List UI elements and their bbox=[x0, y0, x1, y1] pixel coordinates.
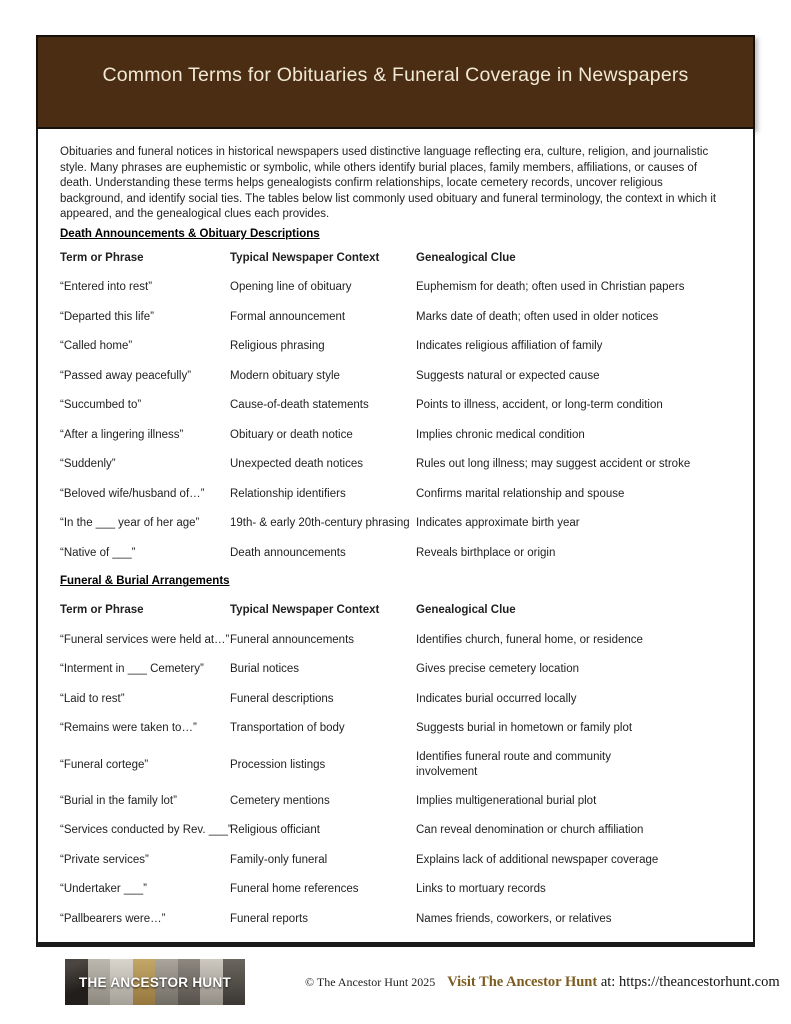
table-row bbox=[60, 714, 722, 744]
cell-clue: Identifies church, funeral home, or residence bbox=[416, 633, 643, 646]
cell-context: Opening line of obituary bbox=[230, 281, 352, 294]
cell-clue: Implies chronic medical condition bbox=[416, 428, 585, 441]
intro-paragraph: Obituaries and funeral notices in historical newspapers used distinctive language reflecting era, culture, religion, and journalistic style. Many phrases are euphemistic or symbolic, while others identify burial places, family members, affiliations, or causes of death. Understanding these terms helps genealogists confirm relationships, locate cemetery records, uncover religious background, and identify social ties. The tables below list commonly used obituary and funeral terminology, the context in which it appeared, and the genealogical clues each provides. bbox=[60, 146, 717, 221]
cell-context: Formal announcement bbox=[230, 310, 346, 323]
cell-clue: Links to mortuary records bbox=[416, 883, 546, 896]
table-row bbox=[60, 846, 722, 876]
ancestor-hunt-logo bbox=[65, 959, 245, 1005]
table-row bbox=[60, 332, 722, 362]
terms-table-funeral-arrangements bbox=[60, 596, 722, 934]
cell-term: “Services conducted by Rev. ___” bbox=[60, 824, 232, 837]
copyright-text: © The Ancestor Hunt 2025 bbox=[305, 974, 436, 989]
cell-term: “Remains were taken to…” bbox=[60, 722, 197, 735]
table-row bbox=[60, 875, 722, 905]
cell-context: Family-only funeral bbox=[230, 853, 328, 866]
section-heading-death-announcements: Death Announcements & Obituary Descriptions bbox=[60, 227, 320, 240]
cell-context: Funeral announcements bbox=[230, 633, 355, 646]
cell-term: “Entered into rest” bbox=[60, 281, 153, 294]
column-header-term: Term or Phrase bbox=[60, 251, 144, 264]
cell-context: Cause-of-death statements bbox=[230, 399, 369, 412]
site-url[interactable]: https://theancestorhunt.com bbox=[618, 973, 780, 990]
cell-clue: Marks date of death; often used in older notices bbox=[416, 310, 659, 323]
cell-term: “Pallbearers were…” bbox=[60, 912, 166, 925]
table-body bbox=[60, 626, 722, 935]
cell-term: “Called home” bbox=[60, 340, 133, 353]
cell-term: “In the ___ year of her age” bbox=[60, 517, 200, 530]
table-row bbox=[60, 391, 722, 421]
cell-term: “Funeral services were held at…” bbox=[60, 633, 230, 646]
cell-context: 19th- & early 20th-century phrasing bbox=[230, 517, 410, 530]
table-row bbox=[60, 626, 722, 656]
table-row bbox=[60, 685, 722, 715]
cell-term: “Departed this life” bbox=[60, 310, 154, 323]
cell-term: “Native of ___” bbox=[60, 546, 136, 559]
visit-at-text: at: bbox=[597, 973, 619, 990]
cell-term: “Suddenly” bbox=[60, 458, 116, 471]
cell-clue: Suggests burial in hometown or family plot bbox=[416, 722, 633, 735]
cell-term: “Passed away peacefully” bbox=[60, 369, 192, 382]
cell-clue: Implies multigenerational burial plot bbox=[416, 794, 597, 807]
cell-clue: Indicates burial occurred locally bbox=[416, 692, 577, 705]
cell-clue: Euphemism for death; often used in Christian papers bbox=[416, 281, 685, 294]
cell-context: Burial notices bbox=[230, 663, 300, 676]
table-header-row bbox=[60, 244, 722, 274]
cell-clue: Points to illness, accident, or long-term condition bbox=[416, 399, 663, 412]
cell-term: “Interment in ___ Cemetery” bbox=[60, 663, 204, 676]
table-header-row bbox=[60, 596, 722, 626]
cell-clue: Explains lack of additional newspaper coverage bbox=[416, 853, 659, 866]
cell-clue: Suggests natural or expected cause bbox=[416, 369, 600, 382]
cell-term: “Undertaker ___” bbox=[60, 883, 147, 896]
cell-clue: Indicates religious affiliation of family bbox=[416, 340, 603, 353]
document-body bbox=[36, 129, 755, 947]
column-header-clue: Genealogical Clue bbox=[416, 251, 516, 264]
cell-clue: Reveals birthplace or origin bbox=[416, 546, 556, 559]
cell-context: Religious phrasing bbox=[230, 340, 325, 353]
cell-context: Obituary or death notice bbox=[230, 428, 353, 441]
table-row bbox=[60, 655, 722, 685]
section-heading-funeral-arrangements: Funeral & Burial Arrangements bbox=[60, 575, 230, 588]
table-row bbox=[60, 787, 722, 817]
table-row bbox=[60, 303, 722, 333]
table-body bbox=[60, 273, 722, 568]
column-header-clue: Genealogical Clue bbox=[416, 604, 516, 617]
cell-clue: Confirms marital relationship and spouse bbox=[416, 487, 625, 500]
cell-context: Death announcements bbox=[230, 546, 346, 559]
cell-context: Funeral descriptions bbox=[230, 692, 334, 705]
cell-term: “Succumbed to” bbox=[60, 399, 142, 412]
cell-term: “Laid to rest” bbox=[60, 692, 125, 705]
table-row bbox=[60, 816, 722, 846]
table-row bbox=[60, 539, 722, 569]
document-header bbox=[36, 35, 755, 129]
column-header-context: Typical Newspaper Context bbox=[230, 251, 380, 264]
cell-context: Transportation of body bbox=[230, 722, 345, 735]
cell-context: Procession listings bbox=[230, 758, 326, 771]
table-row bbox=[60, 273, 722, 303]
visit-label: Visit The Ancestor Hunt bbox=[447, 973, 598, 990]
cell-term: “Private services” bbox=[60, 853, 149, 866]
footer-credit bbox=[305, 974, 780, 991]
cell-context: Religious officiant bbox=[230, 824, 320, 837]
cell-context: Relationship identifiers bbox=[230, 487, 346, 500]
cell-term: “After a lingering illness” bbox=[60, 428, 184, 441]
cell-clue: Rules out long illness; may suggest accident or stroke bbox=[416, 458, 691, 471]
table-row bbox=[60, 362, 722, 392]
table-row bbox=[60, 509, 722, 539]
table-row bbox=[60, 421, 722, 451]
page-footer bbox=[36, 956, 780, 1008]
terms-table-death-announcements bbox=[60, 244, 722, 569]
cell-context: Cemetery mentions bbox=[230, 794, 330, 807]
cell-clue: Can reveal denomination or church affiliation bbox=[416, 824, 644, 837]
table-row bbox=[60, 905, 722, 935]
table-row bbox=[60, 744, 722, 787]
table-row bbox=[60, 450, 722, 480]
cell-context: Unexpected death notices bbox=[230, 458, 363, 471]
cell-context: Modern obituary style bbox=[230, 369, 340, 382]
visit-text bbox=[447, 974, 779, 991]
table-row bbox=[60, 480, 722, 510]
cell-context: Funeral home references bbox=[230, 883, 359, 896]
section-death-announcements bbox=[60, 227, 722, 569]
cell-term: “Funeral cortege” bbox=[60, 758, 149, 771]
page-title: Common Terms for Obituaries & Funeral Coverage in Newspapers bbox=[102, 63, 689, 86]
logo-text: THE ANCESTOR HUNT bbox=[78, 974, 232, 990]
cell-clue: Names friends, coworkers, or relatives bbox=[416, 912, 612, 925]
cell-clue: Gives precise cemetery location bbox=[416, 663, 579, 676]
cell-clue: Indicates approximate birth year bbox=[416, 517, 580, 530]
column-header-context: Typical Newspaper Context bbox=[230, 604, 380, 617]
cell-term: “Beloved wife/husband of…” bbox=[60, 487, 205, 500]
cell-clue: Identifies funeral route and community involvement bbox=[416, 750, 611, 779]
cell-term: “Burial in the family lot” bbox=[60, 794, 177, 807]
cell-context: Funeral reports bbox=[230, 912, 308, 925]
column-header-term: Term or Phrase bbox=[60, 604, 144, 617]
section-funeral-arrangements bbox=[60, 574, 722, 934]
